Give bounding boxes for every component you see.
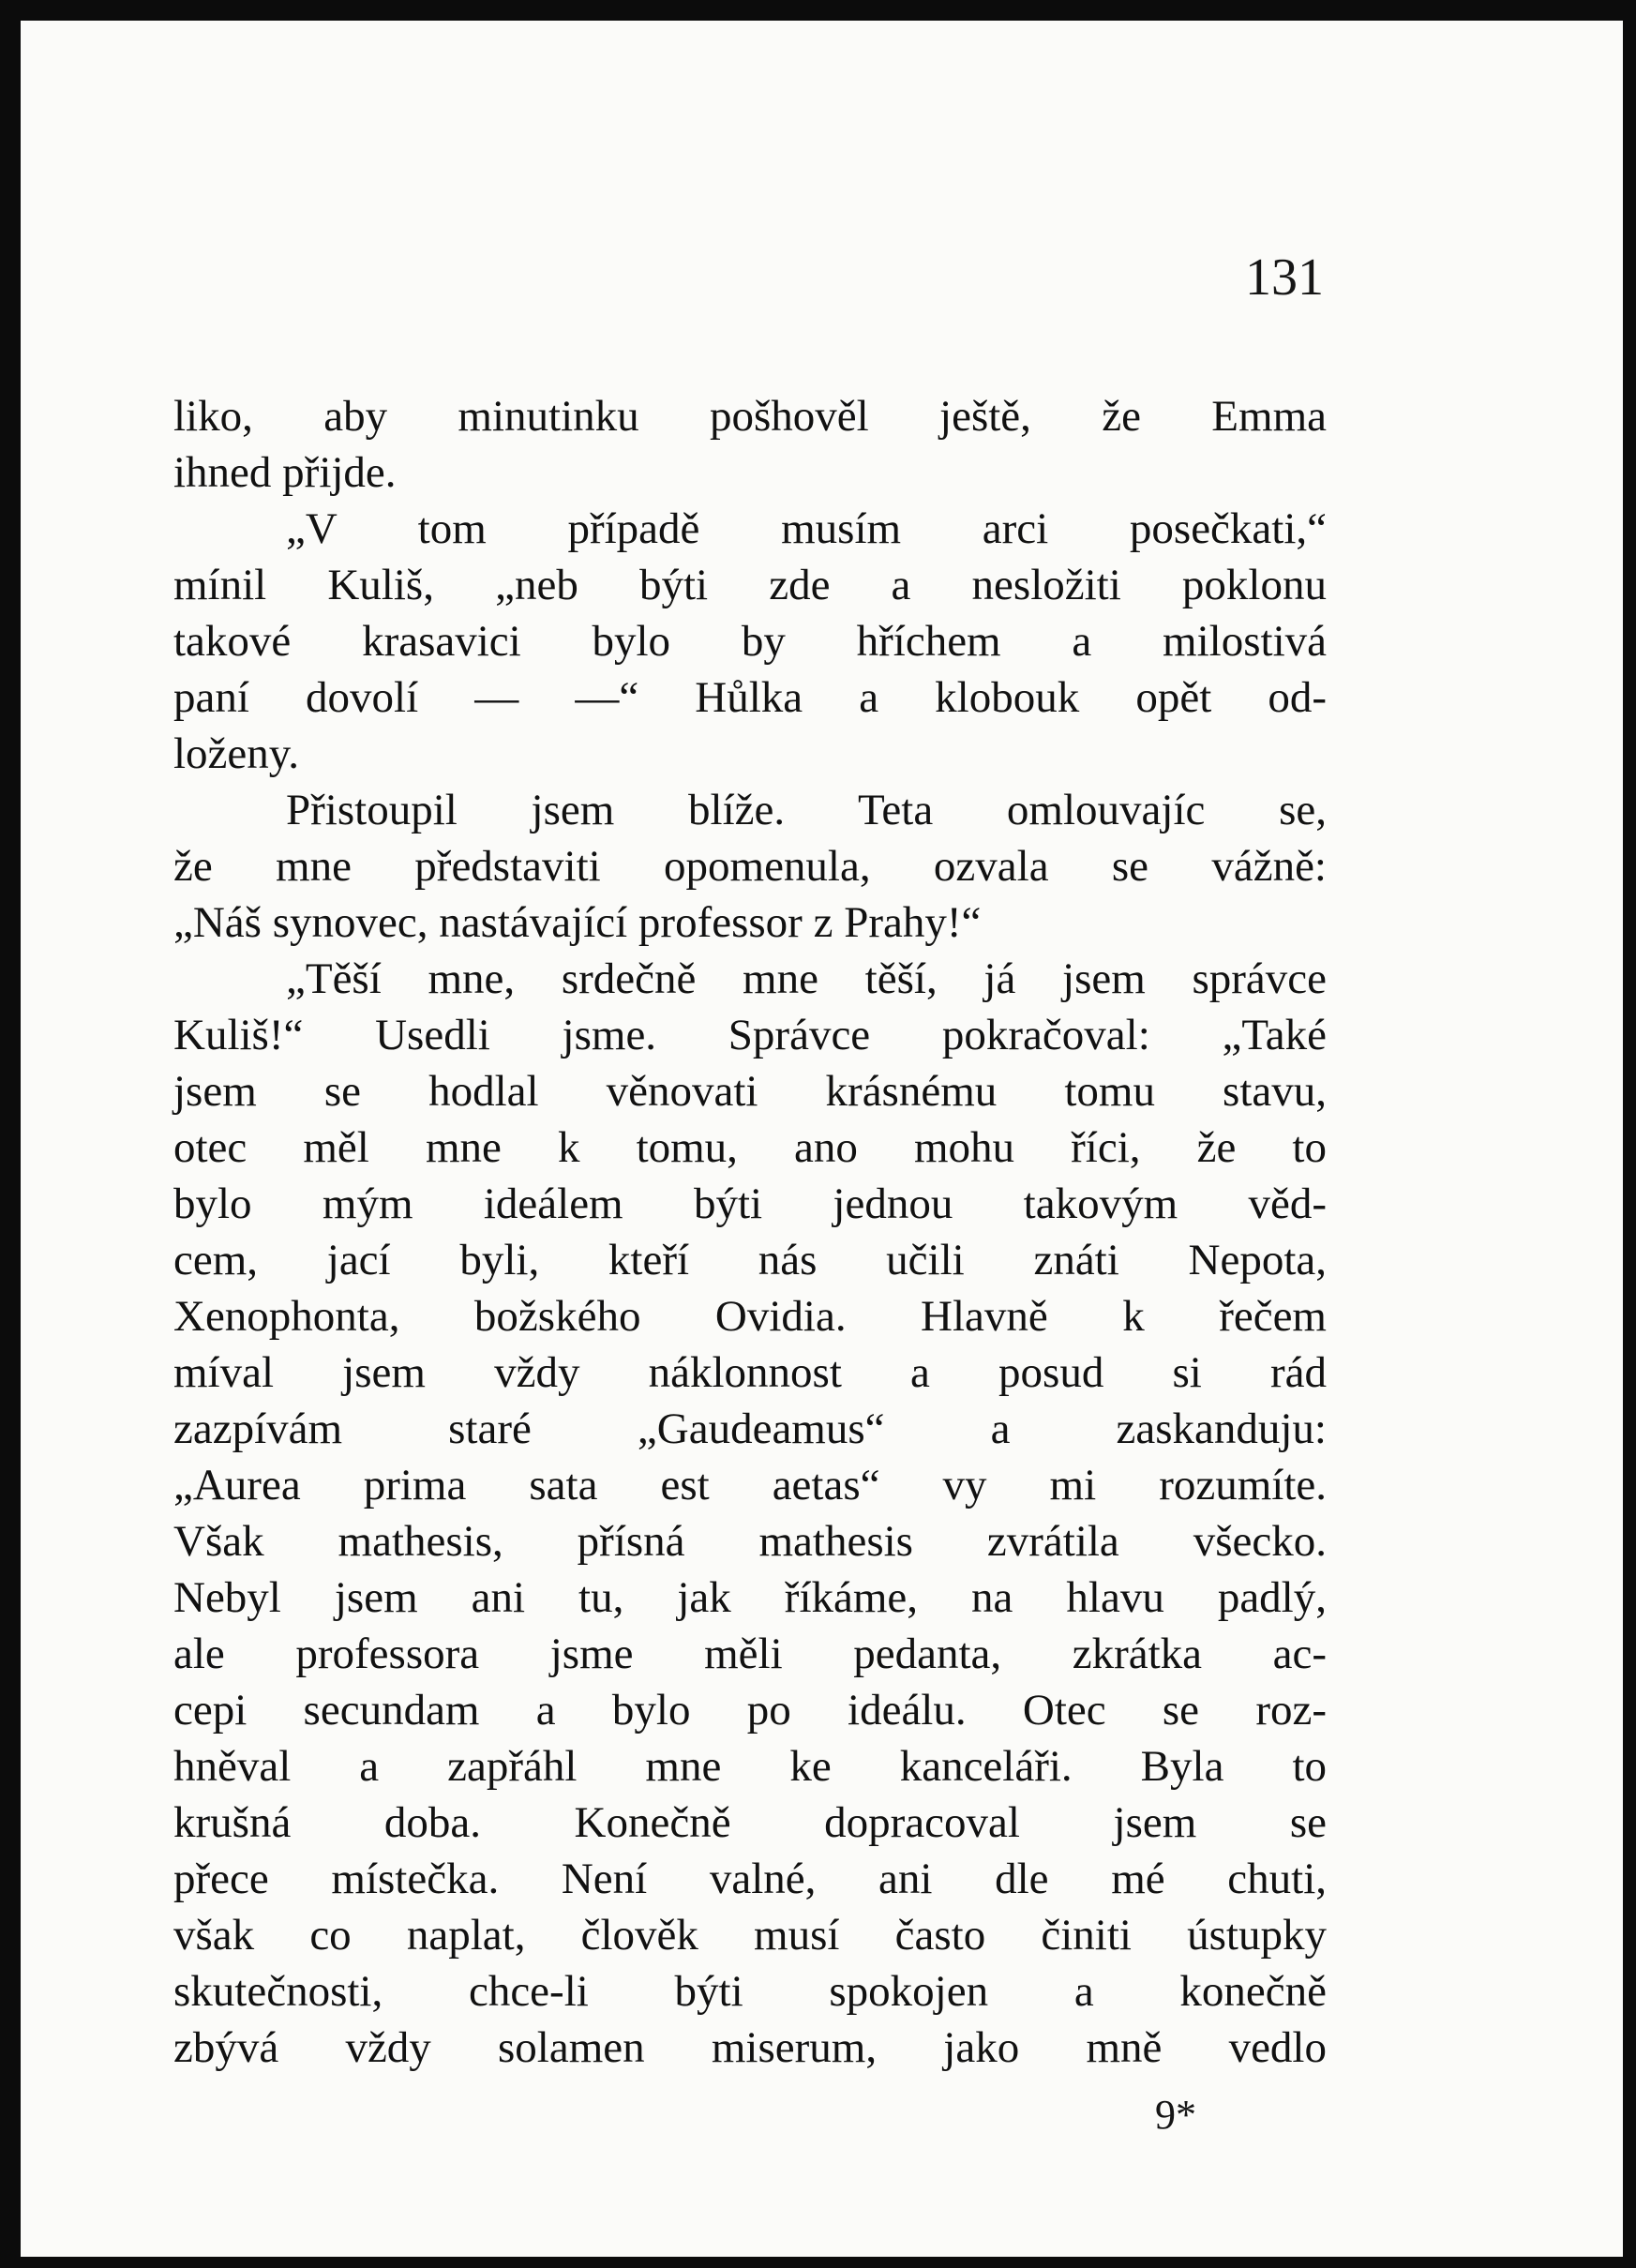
text-line: hněval a zapřáhl mne ke kanceláři. Byla to — [173, 1742, 1327, 1791]
scan-border-bottom — [0, 2257, 1636, 2268]
text-line: liko, aby minutinku pošhověl ještě, že Emma — [173, 392, 1327, 441]
text-line: „Aurea prima sata est aetas“ vy mi rozumíte. — [173, 1461, 1327, 1509]
text-line: Přistoupil jsem blíže. Teta omlouvajíc se, — [286, 786, 1327, 834]
text-line: „Náš synovec, nastávající professor z Prahy!“ — [173, 898, 982, 947]
body-text — [173, 388, 1327, 2076]
text-line: mínil Kuliš, „neb býti zde a nesložiti poklonu — [173, 561, 1327, 609]
text-line: cepi secundam a bylo po ideálu. Otec se roz- — [173, 1686, 1327, 1735]
text-line: „Těší mne, srdečně mne těší, já jsem správce — [286, 954, 1327, 1003]
text-line: přece místečka. Není valné, ani dle mé chuti, — [173, 1855, 1327, 1903]
signature-mark: 9* — [1155, 2092, 1196, 2138]
text-line: zbývá vždy solamen miserum, jako mně vedlo — [173, 2023, 1327, 2072]
book-page — [21, 21, 1623, 2257]
text-line: takové krasavici bylo by hříchem a milostivá — [173, 617, 1327, 666]
text-line: ihned přijde. — [173, 448, 397, 497]
text-line: loženy. — [173, 729, 299, 778]
text-line: krušná doba. Konečně dopracoval jsem se — [173, 1798, 1327, 1847]
text-line: Však mathesis, přísná mathesis zvrátila všecko. — [173, 1517, 1327, 1566]
text-line: ale professora jsme měli pedanta, zkrátka ac- — [173, 1630, 1327, 1678]
text-line: „V tom případě musím arci posečkati,“ — [286, 504, 1327, 553]
text-line: otec měl mne k tomu, ano mohu říci, že to — [173, 1123, 1327, 1172]
text-line: Nebyl jsem ani tu, jak říkáme, na hlavu padlý, — [173, 1573, 1327, 1622]
text-line: skutečnosti, chce-li býti spokojen a konečně — [173, 1967, 1327, 2016]
text-line: zazpívám staré „Gaudeamus“ a zaskanduju: — [173, 1404, 1327, 1453]
scan-border-left — [0, 0, 21, 2268]
scan-border-right — [1623, 0, 1636, 2268]
text-line: míval jsem vždy náklonnost a posud si rád — [173, 1348, 1327, 1397]
scan-border-top — [0, 0, 1636, 21]
text-line: bylo mým ideálem býti jednou takovým věd- — [173, 1179, 1327, 1228]
text-line: cem, jací byli, kteří nás učili znáti Nepota, — [173, 1236, 1327, 1284]
page-number: 131 — [1245, 248, 1324, 307]
text-line: Kuliš!“ Usedli jsme. Správce pokračoval: „Také — [173, 1011, 1327, 1059]
text-line: paní dovolí — —“ Hůlka a klobouk opět od- — [173, 673, 1327, 722]
text-line: že mne představiti opomenula, ozvala se vážně: — [173, 842, 1327, 891]
text-line: Xenophonta, božského Ovidia. Hlavně k řečem — [173, 1292, 1327, 1341]
text-line: jsem se hodlal věnovati krásnému tomu stavu, — [173, 1067, 1327, 1116]
text-line: však co naplat, člověk musí často činiti ústupky — [173, 1911, 1327, 1960]
